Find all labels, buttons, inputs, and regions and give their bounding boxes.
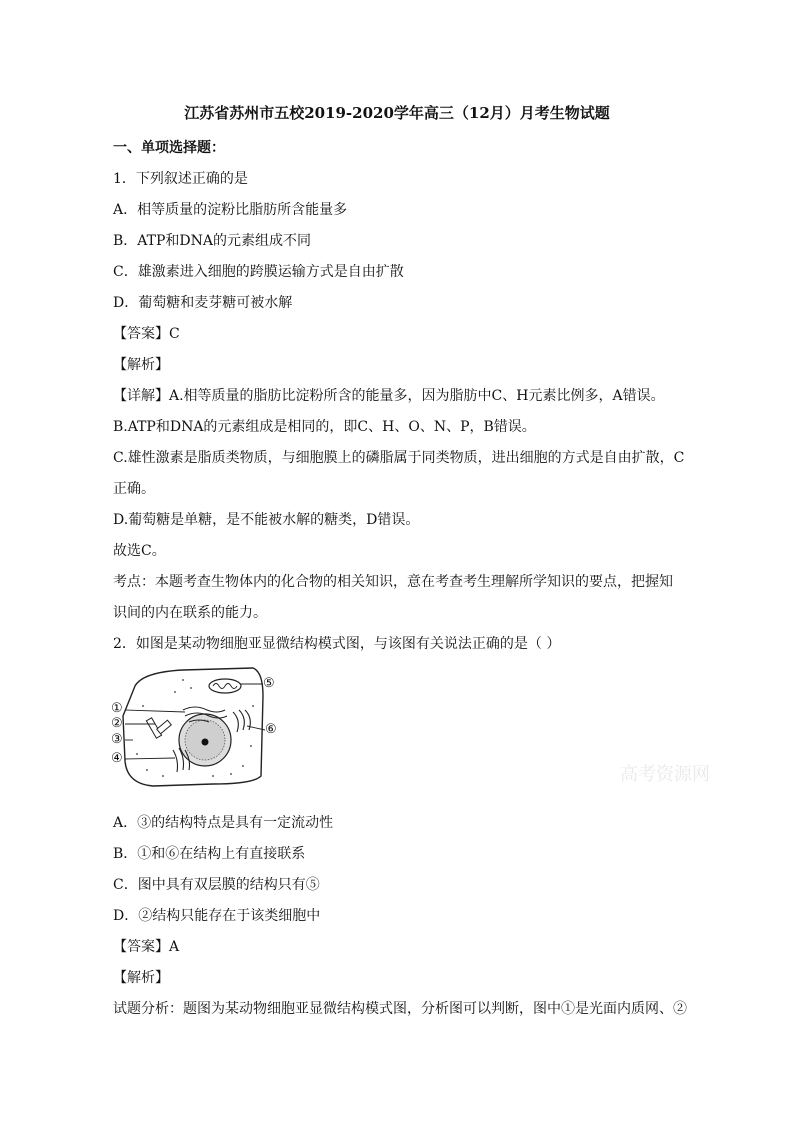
q1-analysis-line: C.雄性激素是脂质类物质，与细胞膜上的磷脂属于同类物质，进出细胞的方式是自由扩散，C xyxy=(113,450,685,466)
watermark: 高考资源网 xyxy=(620,764,710,785)
q1-option-c: C．雄激素进入细胞的跨膜运输方式是自由扩散 xyxy=(113,264,404,280)
q1-option-d: D．葡萄糖和麦芽糖可被水解 xyxy=(113,295,293,311)
q1-option-a: A．相等质量的淀粉比脂肪所含能量多 xyxy=(113,202,348,218)
q2-option-d: D．②结构只能存在于该类细胞中 xyxy=(113,908,321,924)
figure-label-6: ⑥ xyxy=(265,722,277,737)
q1-analysis-line: 【详解】A.相等质量的脂肪比淀粉所含的能量多，因为脂肪中C、H元素比例多，A错误。 xyxy=(113,388,665,404)
q2-analysis-label: 【解析】 xyxy=(113,970,169,986)
q1-analysis-line: 考点：本题考查生物体内的化合物的相关知识，意在考查考生理解所学知识的要点，把握知 xyxy=(113,574,673,590)
figure-label-2: ② xyxy=(111,716,123,731)
question-1-stem: 1．下列叙述正确的是 xyxy=(113,171,248,187)
figure-label-1: ① xyxy=(111,701,123,716)
document-title: 江苏省苏州市五校2019-2020学年高三（12月）月考生物试题 xyxy=(184,104,610,122)
figure-label-3: ③ xyxy=(111,732,123,747)
q1-analysis-line: 正确。 xyxy=(113,481,155,497)
q1-analysis-line: D.葡萄糖是单糖，是不能被水解的糖类，D错误。 xyxy=(113,512,420,528)
q1-analysis-line: B.ATP和DNA的元素组成是相同的，即C、H、O、N、P，B错误。 xyxy=(113,419,536,435)
q2-option-a: A．③的结构特点是具有一定流动性 xyxy=(113,815,334,831)
q2-option-b: B．①和⑥在结构上有直接联系 xyxy=(113,846,306,862)
q1-option-b: B．ATP和DNA的元素组成不同 xyxy=(113,233,311,249)
q1-analysis-line: 故选C。 xyxy=(113,543,166,559)
q1-answer: 【答案】C xyxy=(113,326,180,342)
figure-label-5: ⑤ xyxy=(263,676,275,691)
figure-label-4: ④ xyxy=(111,751,123,766)
q1-analysis-line: 识间的内在联系的能力。 xyxy=(113,605,267,621)
q1-analysis-label: 【解析】 xyxy=(113,357,169,373)
q2-analysis-line: 试题分析：题图为某动物细胞亚显微结构模式图，分析图可以判断，图中①是光面内质网、② xyxy=(113,1001,687,1017)
cell-diagram xyxy=(113,666,288,800)
section-heading: 一、单项选择题： xyxy=(113,140,225,156)
question-2-stem: 2．如图是某动物细胞亚显微结构模式图，与该图有关说法正确的是（ ） xyxy=(113,636,561,652)
q2-option-c: C．图中具有双层膜的结构只有⑤ xyxy=(113,877,320,893)
q2-answer: 【答案】A xyxy=(113,939,180,955)
